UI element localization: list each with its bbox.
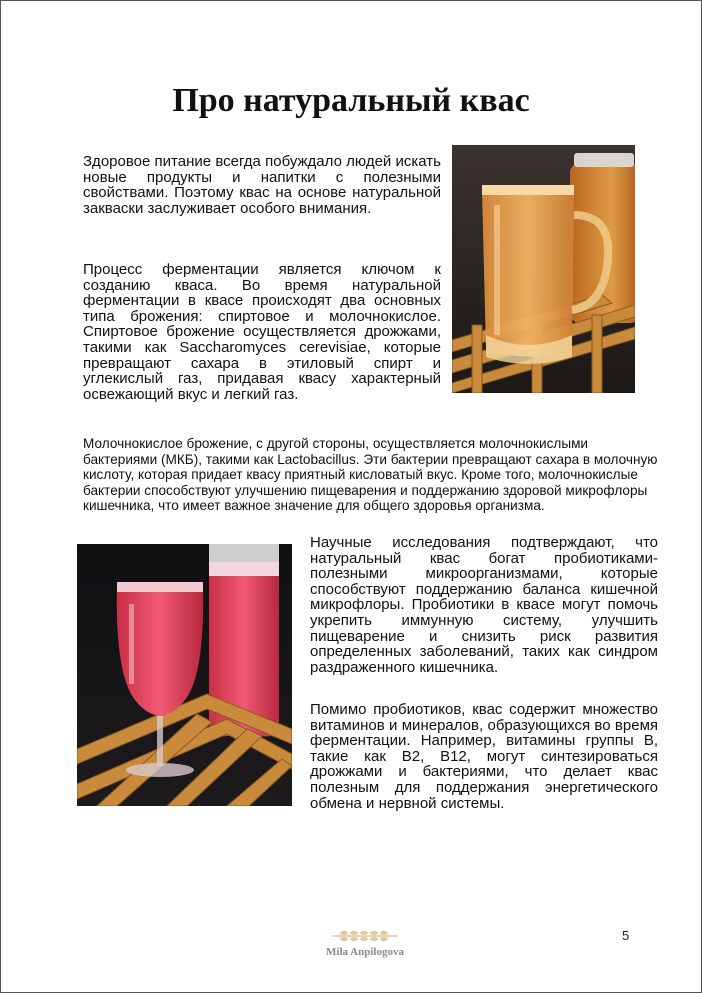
page-number: 5 — [622, 928, 630, 943]
wheat-icon — [330, 928, 400, 944]
paragraph-vitamins: Помимо пробиотиков, квас содержит множество витаминов и минералов, образующихся во время ферментации. Например, витамины группы В, такие как В2, В12, могут синтезироваться дрожжами и бактериями, что делает квас полезным для поддержания энергетического обмена и нервной системы. — [310, 701, 658, 812]
paragraph-probiotics: Научные исследования подтверждают, что натуральный квас богат пробиотиками-полезными микроорганизмами, которые способствуют поддержанию баланса кишечной микрофлоры. Пробиотики в квасе могут помочь укрепить иммунную систему, улучшить пищеварение и снизить риск развития определенных заболеваний, таких как синдром раздраженного кишечника. — [310, 534, 658, 676]
paragraph-lactic-fermentation: Молочнокислое брожение, с другой стороны, осуществляется молочнокислыми бактериями (МКБ), такими как Lactobacillus. Эти бактерии превращают сахара в молочную кислоту, которая придает квасу приятный кисловатый вкус. Кроме того, молочнокислые бактерии способствуют улучшению пищеварения и поддержанию здоровой микрофлоры кишечника, что имеет важное значение для общего здоровья организма. — [83, 436, 658, 514]
paragraph-fermentation: Процесс ферментации является ключом к созданию кваса. Во время натуральной ферментации в квасе происходят два основных типа брожения: спиртовое и молочнокислое. Спиртовое брожение осуществляется дрожжами, такими как Saccharomyces cerevisiae, которые превращают сахара в этиловый спирт и углекислый газ, придавая квасу характерный освежающий вкус и легкий газ. — [83, 261, 441, 403]
logo-text: Mila Anpilogova — [326, 946, 404, 958]
page-title: Про натуральный квас — [172, 82, 530, 119]
red-kvass-photo — [77, 544, 292, 806]
author-logo — [300, 926, 430, 966]
kvass-mug-photo — [452, 145, 635, 393]
paragraph-intro: Здоровое питание всегда побуждало людей искать новые продукты и напитки с полезными свойствами. Поэтому квас на основе натуральной закваски заслуживает особого внимания. — [83, 153, 441, 217]
